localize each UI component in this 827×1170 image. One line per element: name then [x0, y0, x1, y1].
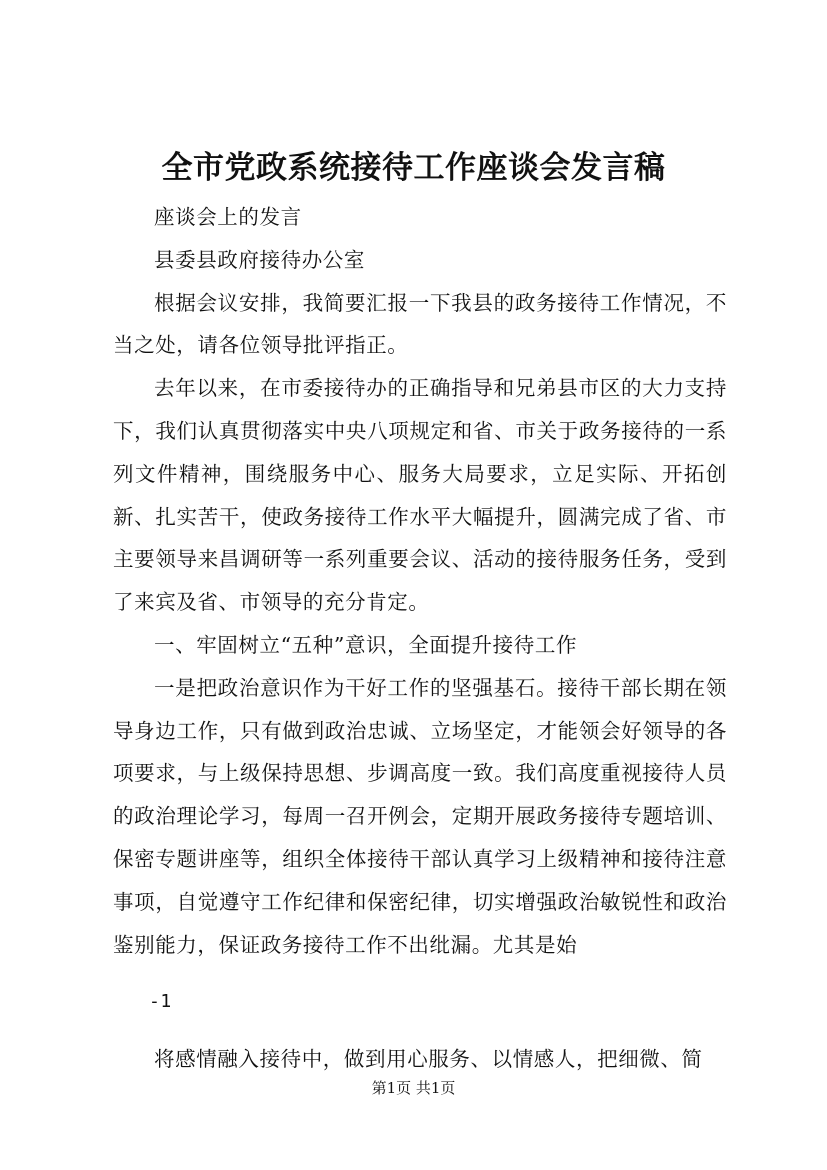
page-marker: -1: [149, 991, 172, 1013]
paragraph-intro: 根据会议安排，我简要汇报一下我县的政务接待工作情况，不当之处，请各位领导批评指正。: [113, 290, 727, 358]
section-heading: 一、牢固树立“五种”意识，全面提升接待工作: [154, 632, 578, 657]
paragraph-author: 县委县政府接待办公室: [154, 247, 365, 272]
paragraph-political-awareness: 一是把政治意识作为干好工作的坚强基石。接待干部长期在领导身边工作，只有做到政治忠诚、立场坚定，才能领会好领导的各项要求，与上级保持思想、步调高度一致。我们高度重视接待人员的政治理论学习，每周一召开例会，定期开展政务接待专题培训、保密专题讲座等，组织全体接待干部认真学习上级精神和接待注意事项，自觉遵守工作纪律和保密纪律，切实增强政治敏锐性和政治鉴别能力，保证政务接待工作不出纰漏。尤其是始: [113, 675, 727, 957]
paragraph-continuation: 将感情融入接待中，做到用心服务、以情感人，把细微、简: [154, 1047, 703, 1072]
document-body: [113, 196, 727, 1081]
document-title: 全市党政系统接待工作座谈会发言稿: [161, 150, 666, 186]
paragraph-occasion: 座谈会上的发言: [154, 205, 302, 229]
paragraph-summary: 去年以来，在市委接待办的正确指导和兄弟县市区的大力支持下，我们认真贯彻落实中央八项规定和省、市关于政务接待的一系列文件精神，围绕服务中心、服务大局要求，立足实际、开拓创新、扎实苦干，使政务接待工作水平大幅提升，圆满完成了省、市主要领导来昌调研等一系列重要会议、活动的接待服务任务，受到了来宾及省、市领导的充分肯定。: [113, 376, 727, 615]
page-footer: 第1页 共1页: [371, 1079, 456, 1097]
